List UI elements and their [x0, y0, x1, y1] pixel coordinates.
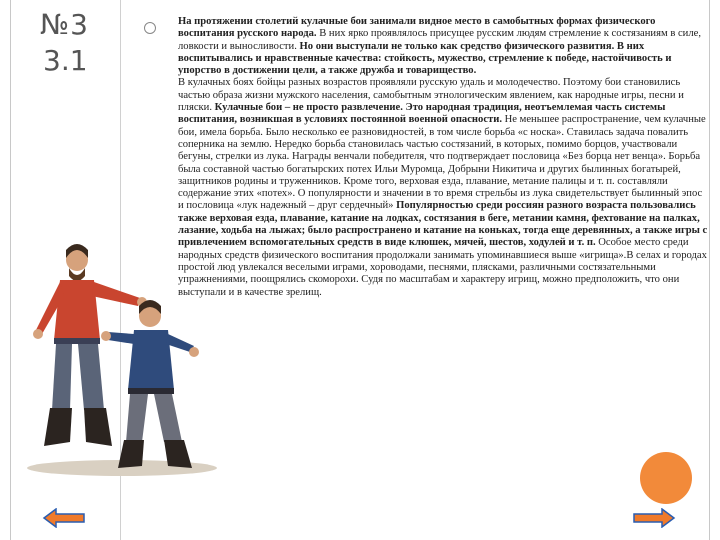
paragraph — [178, 16, 708, 77]
bold-text-run: Кулачные бои – не просто развлечение. Это народная традиция, неотъемлемая часть системы воспитания, возникшая в условиях постоянной военной опасности. — [178, 102, 666, 126]
frame-left-line — [10, 0, 11, 540]
text-run: Не меньшее распространение, чем кулачные бои, имела борьба. Было несколько ее разновидностей, в том числе борьба «с носка». Ставилась задача повалить соперника на землю. Нередко борьба становилась частью состязаний, в которых, помимо борцов, участвовали бегуны, стрелки из лука. Награды венчали победителя, что подтверждает пословица «Без борца нет венца». Борьба была составной частью богатырских потех Ильи Муромца, Добрыни Никитича и других былинных богатырей, защитников родины и труженников. Кроме того, верховая езда, плавание, метание палицы и т. п. составляли содержание этих «потех». О популярности и значении в то время стрельбы из лука свидетельствует былинный эпос и пословица «лук надежный – друг сердечный» — [178, 114, 706, 212]
slide-number: №3 — [40, 8, 89, 41]
frame-right-line — [709, 0, 710, 540]
next-slide-button[interactable] — [632, 508, 676, 528]
body-text — [178, 16, 708, 299]
arrow-right-icon — [632, 508, 676, 528]
bullet-marker — [144, 22, 156, 34]
paragraph — [178, 77, 708, 298]
text-run: В кулачных боях бойцы разных возрастов проявляли русскую удаль и молодечество. Поэтому бои становились частью образа жизни мужского населения, самобытным этнологическим явлением, как народные игры, песни и пляски. — [178, 77, 684, 114]
text-run: Особое место среди народных средств физического воспитания продолжали занимать упоминавшиеся выше «игрища».В селах и городах простой люд увлекался веселыми играми, хороводами, песнями, плясками, различными состязательными упражнениями, поощрялись скоморохи. Судя по масштабам и характеру игрищ, можно предположить, что они выступали и в качестве зрелищ. — [178, 237, 707, 298]
slide-subtitle: 3.1 — [43, 44, 88, 77]
text-run: В них ярко проявлялось присущее русским людям стремление к состязаниям в силе, ловкости и выносливости. — [178, 28, 701, 52]
previous-slide-button[interactable] — [42, 508, 86, 528]
decorative-orange-circle — [640, 452, 692, 504]
bold-text-run: На протяжении столетий кулачные бои занимали видное место в самобытных формах физического воспитания русского народа. — [178, 16, 656, 40]
bold-text-run: Популярностью среди россиян разного возраста пользовались также верховая езда, плавание, катание на лодках, состязания в беге, метании камня, фехтование на палках, лазание, ходьба на лыжах; было распространено и катание на коньках, тогда еще деревянных, а также игры с привлечением вспомогательных средств в виде клюшек, мячей, шестов, ходулей и т. п. — [178, 200, 708, 249]
arrow-left-icon — [42, 508, 86, 528]
fist-fight-illustration — [22, 220, 222, 480]
bold-text-run: Но они выступали не только как средство физического развития. В них воспитывались и нравственные качества: стойкость, мужество, стремление к победе, настойчивость и упорство в достижении цели, а также дружба и товарищество. — [178, 40, 672, 77]
